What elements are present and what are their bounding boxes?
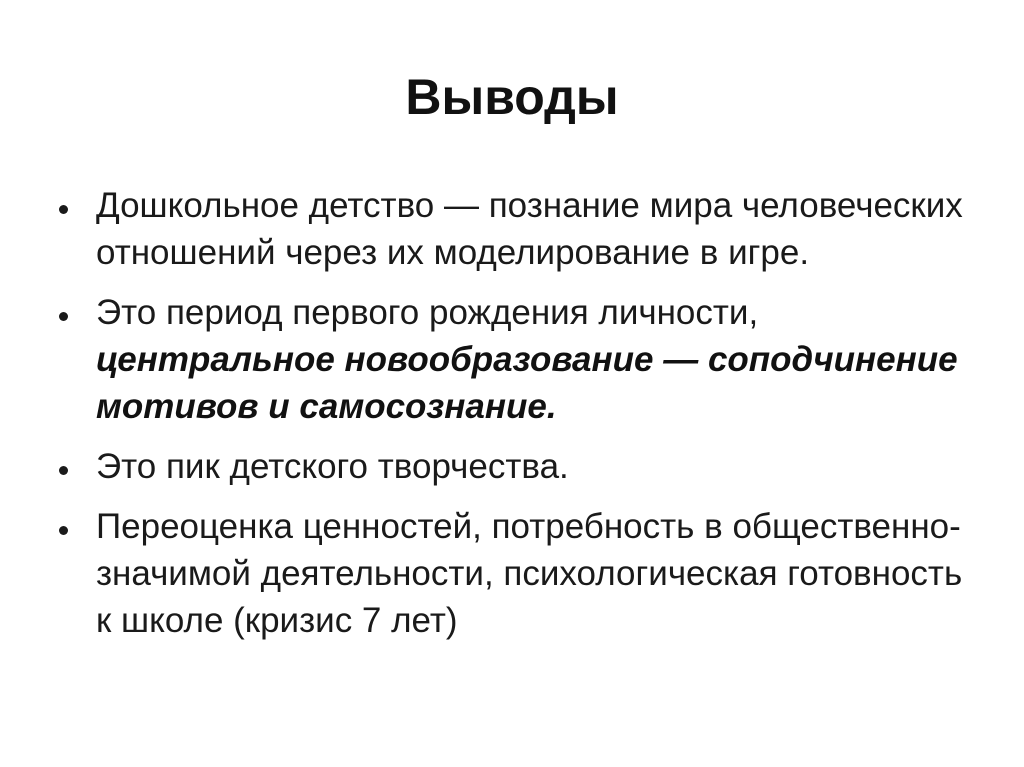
slide-title: Выводы: [405, 69, 619, 125]
bullet-item-preschool-childhood: [56, 182, 986, 276]
bullet-text: Переоценка ценностей, потребность в общественно-значимой деятельности, психологическая готовность к школе (кризис 7 лет): [96, 507, 963, 640]
bullet-text: Это период первого рождения личности,: [96, 293, 759, 332]
bullet-dot-icon: [59, 205, 68, 214]
bullet-text: Дошкольное детство — познание мира человеческих отношений через их моделирование в игре.: [96, 186, 963, 272]
bullet-text: Это пик детского творчества.: [96, 447, 569, 486]
bullet-item-values-reassessment: [56, 503, 986, 644]
bullet-dot-icon: [59, 312, 68, 321]
bullet-emphasis-text: центральное новообразование — соподчинение мотивов и самосознание.: [96, 340, 958, 426]
bullet-item-creativity-peak: [56, 443, 986, 490]
bullet-item-personality-birth: [56, 289, 986, 430]
bullet-dot-icon: [59, 526, 68, 535]
bullet-dot-icon: [59, 466, 68, 475]
bullet-list: [56, 182, 986, 644]
